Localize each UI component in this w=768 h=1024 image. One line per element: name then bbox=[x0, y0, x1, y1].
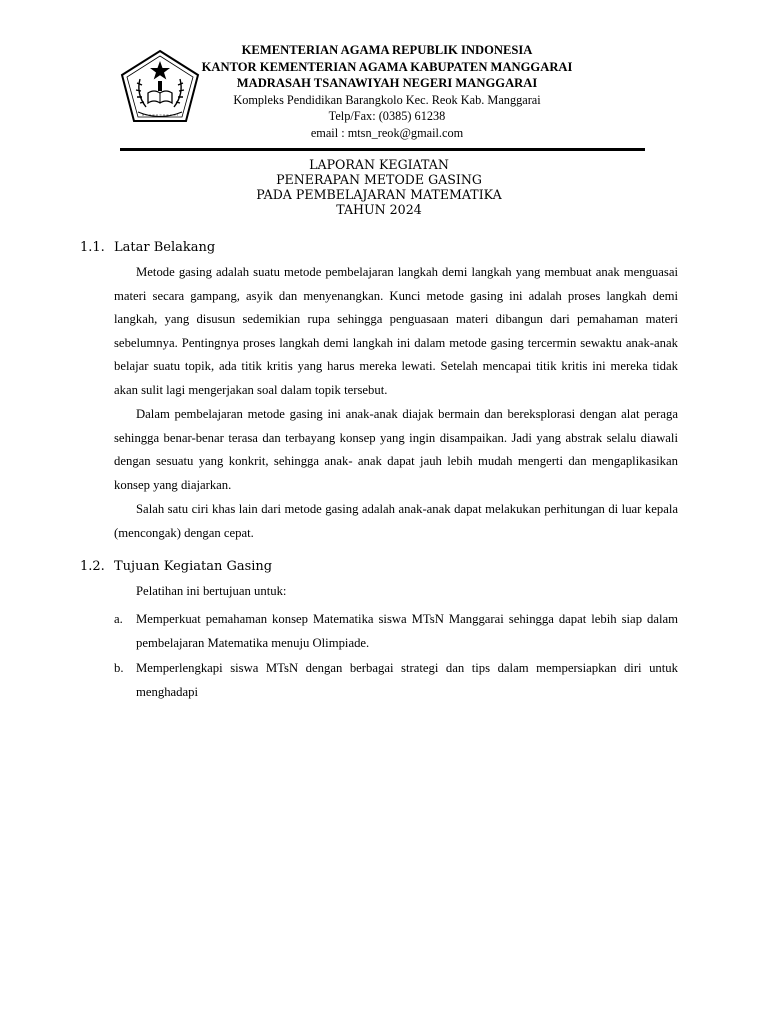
list-marker: b. bbox=[114, 661, 124, 675]
paragraph: Metode gasing adalah suatu metode pembelajaran langkah demi langkah yang membuat anak menguasai materi secara gampang, asyik dan menyenangkan. Kunci metode gasing ini adalah proses langkah demi langkah, yang disusun sedemikian rupa sehingga penguasaan materi dibangun dari pemahaman materi sebelumnya. Pentingnya proses langkah demi langkah ini dalam metode gasing tercermin sewaktu anak-anak belajar suatu topik, ada titik kritis yang harus mereka lewati. Setelah mencapai titik kritis ini mereka tidak akan sulit lagi mengerjakan soal dalam topik tersebut. bbox=[114, 265, 678, 397]
section-intro: Pelatihan ini bertujuan untuk: bbox=[136, 584, 287, 598]
school-phone: Telp/Fax: (0385) 61238 bbox=[328, 109, 446, 123]
letterhead bbox=[200, 42, 574, 141]
list-marker: a. bbox=[114, 612, 123, 626]
list-item bbox=[114, 607, 678, 655]
report-title-line: PENERAPAN METODE GASING bbox=[276, 172, 482, 187]
list-item-text: Memperlengkapi siswa MTsN dengan berbagai strategi dan tips dalam mempersiapkan diri untuk menghadapi bbox=[136, 661, 678, 699]
section-number: 1.1. bbox=[80, 240, 105, 255]
list-item bbox=[114, 656, 678, 704]
list-item-text: Memperkuat pemahaman konsep Matematika siswa MTsN Manggarai sehingga dapat lebih siap dalam pembelajaran Matematika menuju Olimpiade. bbox=[136, 612, 678, 650]
paragraph: Dalam pembelajaran metode gasing ini anak-anak diajak bermain dan bereksplorasi dengan alat peraga sehingga benar-benar terasa dan terbayang konsep yang ingin disampaikan. Jadi yang abstrak selalu diawali dengan sesuatu yang konkrit, sehingga anak- anak dapat jauh lebih mudah mengerti dan mengaplikasikan konsep yang diajarkan. bbox=[114, 407, 678, 492]
section-title: Tujuan Kegiatan Gasing bbox=[114, 559, 273, 574]
school-email: email : mtsn_reok@gmail.com bbox=[310, 125, 464, 140]
paragraph: Salah satu ciri khas lain dari metode gasing adalah anak-anak dapat melakukan perhitungan di luar kepala (mencongak) dengan cepat. bbox=[114, 502, 678, 540]
report-title-line: LAPORAN KEGIATAN bbox=[309, 157, 449, 172]
ministry-name: KEMENTERIAN AGAMA REPUBLIK INDONESIA bbox=[241, 43, 533, 57]
section-title: Latar Belakang bbox=[114, 240, 216, 255]
report-title bbox=[179, 157, 579, 217]
kementerian-agama-logo bbox=[118, 49, 202, 125]
office-name: KANTOR KEMENTERIAN AGAMA KABUPATEN MANGGARAI bbox=[201, 59, 573, 74]
letterhead-divider bbox=[120, 148, 645, 151]
school-address: Kompleks Pendidikan Barangkolo Kec. Reok Kab. Manggarai bbox=[233, 92, 541, 107]
section-number: 1.2. bbox=[80, 559, 105, 574]
school-name: MADRASAH TSANAWIYAH NEGERI MANGGARAI bbox=[236, 76, 538, 90]
report-title-line: PADA PEMBELAJARAN MATEMATIKA bbox=[256, 187, 502, 202]
report-title-line: TAHUN 2024 bbox=[336, 202, 422, 217]
